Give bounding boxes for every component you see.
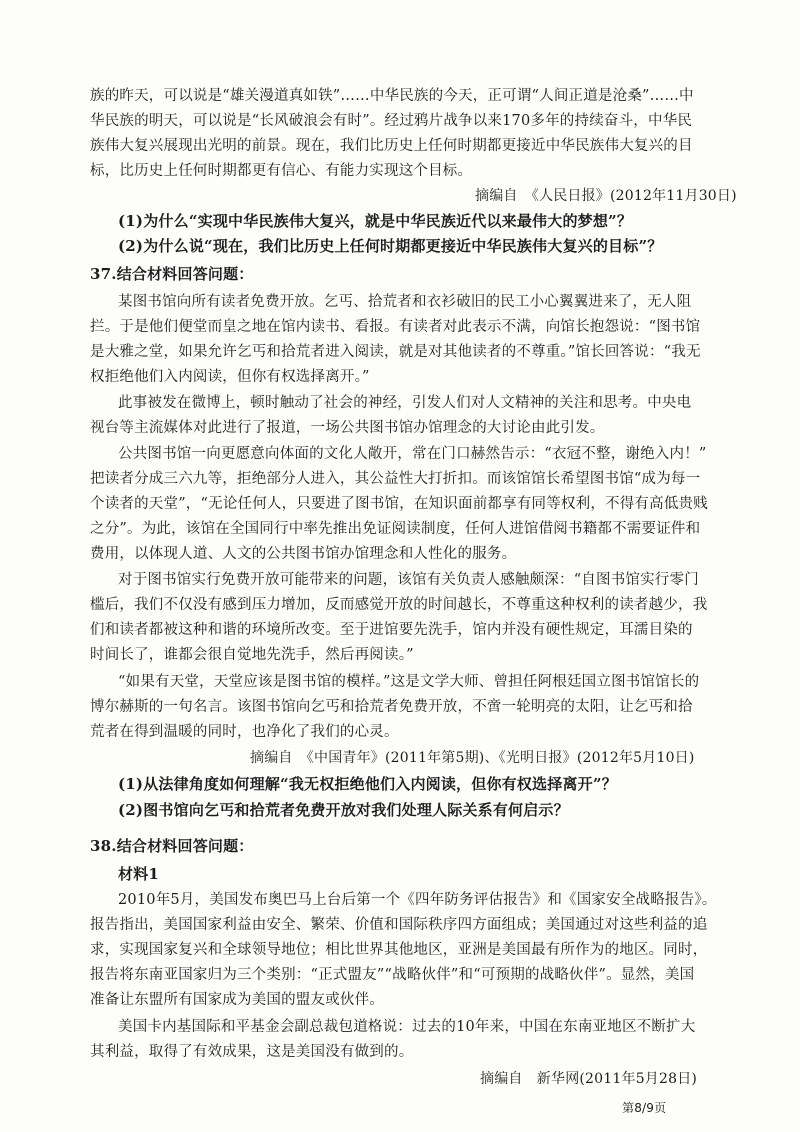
q38-paragraph-line: 准备让东盟所有国家成为美国的盟友或伙伴。 xyxy=(90,992,384,1008)
q37-paragraph-line: 视台等主流媒体对此进行了报道，一场公共图书馆办馆理念的大讨论由此引发。 xyxy=(90,420,605,436)
q37-paragraph-line: 某图书馆向所有读者免费开放。乞丐、拾荒者和衣衫破旧的民工小心翼翼进来了，无人阻 xyxy=(118,294,692,310)
q37-paragraph-line: 拦。于是他们便堂而皇之地在馆内读书、看报。有读者对此表示不满，向馆长抱怨说：“图书馆 xyxy=(90,319,701,335)
q37-paragraph-line: 对于图书馆实行免费开放可能带来的问题，该馆有关负责人感触颇深：“自图书馆实行零门 xyxy=(118,572,699,588)
q37-paragraph-line: 时间长了，谁都会很自觉地先洗手，然后再阅读。” xyxy=(90,647,414,663)
q38-paragraph-line: 报告指出，美国国家利益由安全、繁荣、价值和国际秩序四方面组成；美国通过对这些利益的追 xyxy=(90,917,708,933)
q38-paragraph-line: 2010年5月，美国发布奥巴马上台后第一个《四年防务评估报告》和《国家安全战略报告》。 xyxy=(118,892,717,908)
question-37-1: (1)从法律角度如何理解“我无权拒绝他们入内阅读，但你有权选择离开”？ xyxy=(118,775,617,793)
q37-paragraph-line: 们和读者都被这种和谐的环境所改变。至于进馆要先洗手，馆内并没有硬性规定，耳濡目染的 xyxy=(90,622,693,638)
question-37-2: (2)图书馆向乞丐和拾荒者免费开放对我们处理人际关系有何启示？ xyxy=(118,801,569,819)
q37-paragraph-line: 是大雅之堂，如果允许乞丐和拾荒者进入阅读，就是对其他读者的不尊重。”馆长回答说：“我无 xyxy=(90,344,701,360)
question-36-2: (2)为什么说“现在，我们比历史上任何时期都更接近中华民族伟大复兴的目标”？ xyxy=(118,237,663,255)
material-1-label: 材料1 xyxy=(118,865,160,883)
q37-paragraph-line: 个读者的天堂”，“无论任何人，只要进了图书馆，在知识面前都享有同等权利，不得有高低贵贱 xyxy=(90,496,708,512)
q38-paragraph-line: 求，实现国家复兴和全球领导地位；相比世界其他地区，亚洲是美国最有所作为的地区。同时， xyxy=(90,942,708,958)
q38-paragraph-line: 美国卡内基国际和平基金会副总裁包道格说：过去的10年来，中国在东南亚地区不断扩大 xyxy=(118,1019,696,1035)
question-37-heading: 37.结合材料回答问题： xyxy=(90,265,254,283)
q37-source: 摘编自 《中国青年》(2011年第5期)、《光明日报》(2012年5月10日) xyxy=(250,750,695,766)
question-38-heading: 38.结合材料回答问题： xyxy=(90,837,254,855)
q37-paragraph-line: 公共图书馆一向更愿意向体面的文化人敞开，常在门口赫然告示：“衣冠不整，谢绝入内！” xyxy=(118,446,707,462)
q37-paragraph-line: 荒者在得到温暖的同时，也净化了我们的心灵。 xyxy=(90,724,399,740)
q38-paragraph-line: 报告将东南亚国家归为三个类别：“正式盟友”“战略伙伴”和“可预期的战略伙伴”。显然，美国 xyxy=(90,967,695,983)
intro-line: 华民族的明天，可以说是“长风破浪会有时”。经过鸦片战争以来170多年的持续奋斗，中华民 xyxy=(90,113,693,129)
q37-paragraph-line: 把读者分成三六九等，拒绝部分人进入，其公益性大打折扣。而该馆馆长希望图书馆“成为每一 xyxy=(90,471,701,487)
intro-line: 标，比历史上任何时期都更有信心、有能力实现这个目标。 xyxy=(90,163,473,179)
q38-paragraph-line: 其利益，取得了有效成果，这是美国没有做到的。 xyxy=(90,1044,414,1060)
intro-line: 族的昨天，可以说是“雄关漫道真如铁”……中华民族的今天，正可谓“人间正道是沧桑”……中 xyxy=(90,88,694,104)
q37-paragraph-line: 此事被发在微博上，顿时触动了社会的神经，引发人们对人文精神的关注和思考。中央电 xyxy=(118,395,692,411)
q37-paragraph-line: 费用，以体现人道、人文的公共图书馆办馆理念和人性化的服务。 xyxy=(90,546,517,562)
question-36-1: (1)为什么“实现中华民族伟大复兴，就是中华民族近代以来最伟大的梦想”？ xyxy=(118,212,633,230)
q38-source: 摘编自 新华网(2011年5月28日) xyxy=(480,1071,698,1087)
q37-paragraph-line: 槛后，我们不仅没有感到压力增加，反而感觉开放的时间越长，不尊重这种权利的读者越少，我 xyxy=(90,597,708,613)
q37-paragraph-line: 权拒绝他们入内阅读，但你有权选择离开。” xyxy=(90,369,370,385)
q37-paragraph-line: 博尔赫斯的一句名言。该图书馆向乞丐和拾荒者免费开放，不啻一轮明亮的太阳，让乞丐和拾 xyxy=(90,699,693,715)
q37-paragraph-line: “如果有天堂，天堂应该是图书馆的模样。”这是文学大师、曾担任阿根廷国立图书馆馆长的 xyxy=(118,674,700,690)
intro-source: 摘编自 《人民日报》(2012年11月30日) xyxy=(475,188,737,204)
page-number: 第8/9页 xyxy=(622,1101,667,1115)
intro-line: 族伟大复兴展现出光明的前景。现在，我们比历史上任何时期都更接近中华民族伟大复兴的目 xyxy=(90,138,693,154)
q37-paragraph-line: 之分”。为此，该馆在全国同行中率先推出免证阅读制度，任何人进馆借阅书籍都不需要证件和 xyxy=(90,521,701,537)
